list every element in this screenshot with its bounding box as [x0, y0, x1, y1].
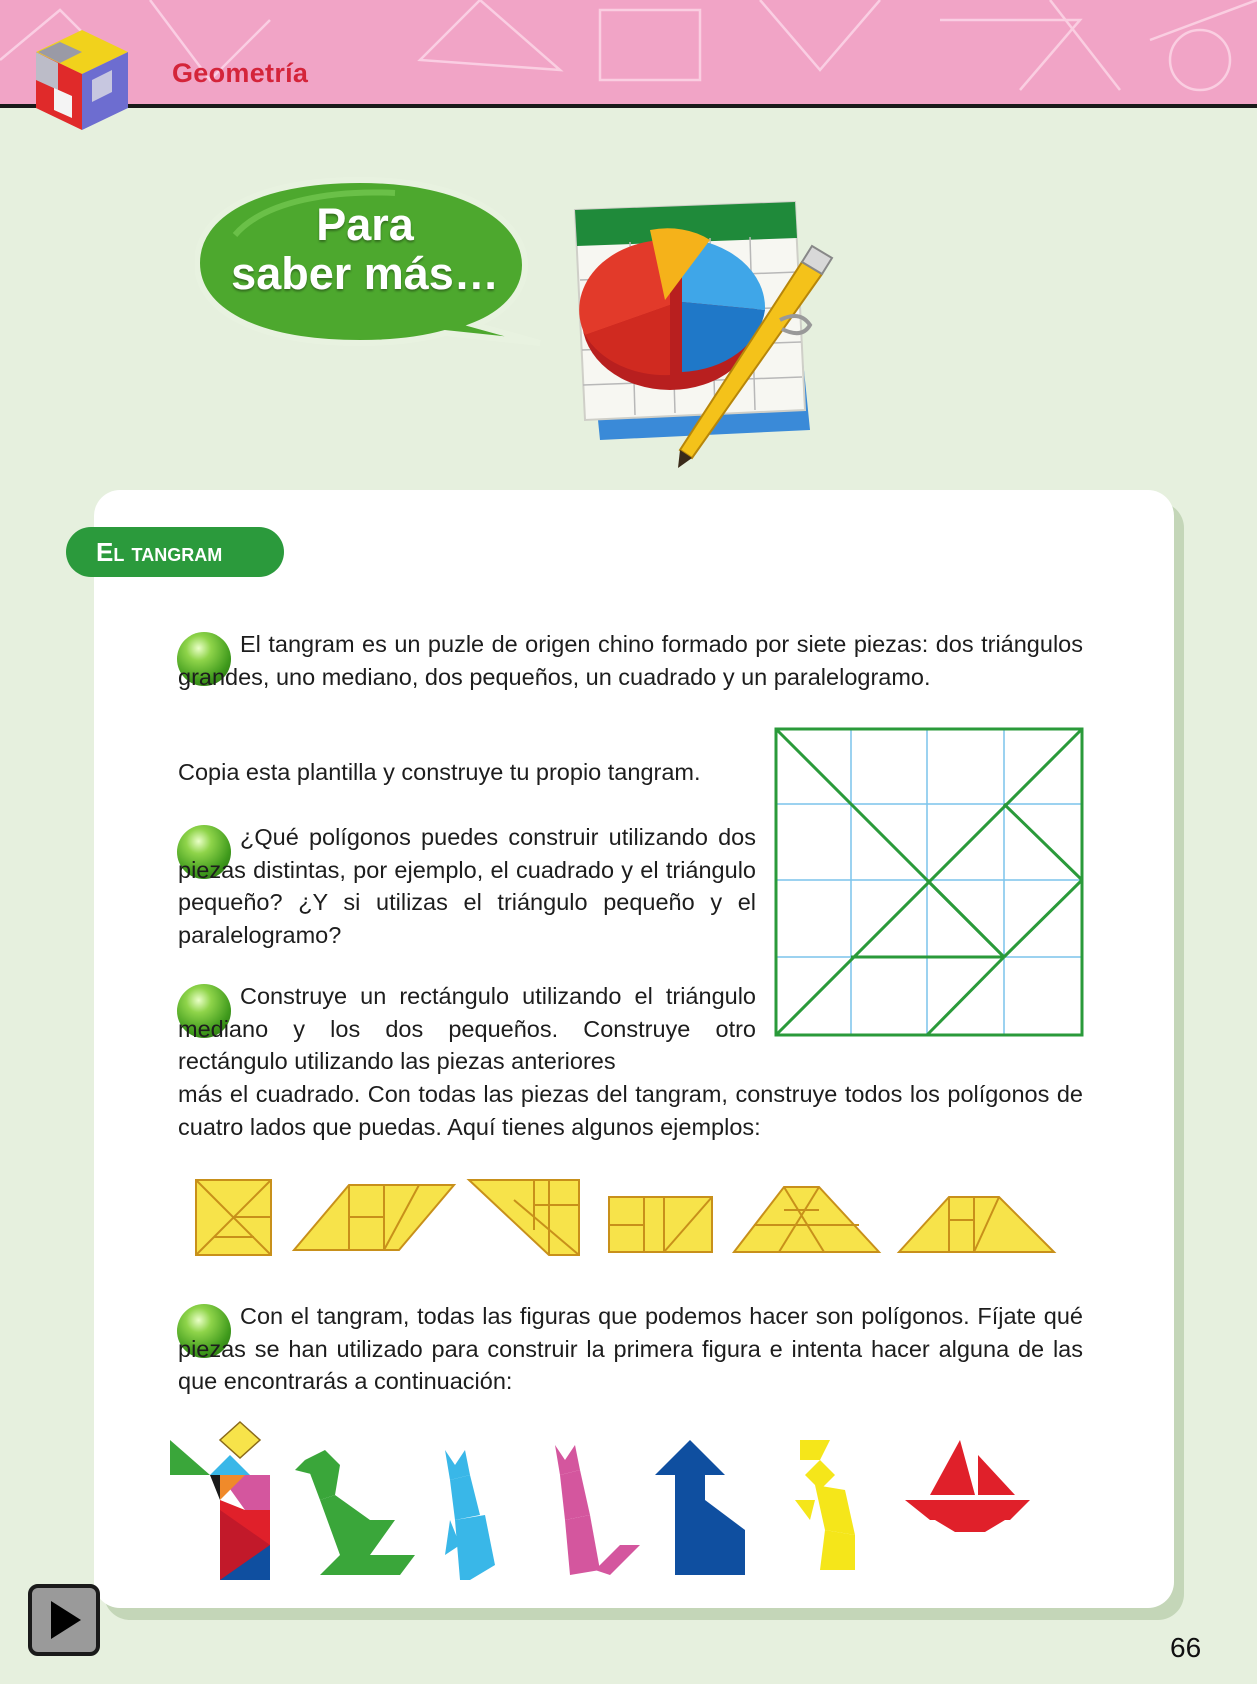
example-trapezoid-1 — [469, 1180, 579, 1255]
figure-rabbit — [795, 1440, 855, 1570]
example-rectangle — [609, 1197, 712, 1252]
tangram-figures — [170, 1420, 1090, 1590]
tangram-template — [774, 727, 1084, 1037]
play-button[interactable] — [28, 1584, 100, 1656]
example-trapezoid-2 — [734, 1187, 879, 1252]
topic-label-text: El tangram — [96, 537, 223, 567]
example-square — [196, 1180, 271, 1255]
section-title: Geometría — [172, 58, 309, 88]
bubble-line-2: saber más… — [231, 248, 499, 299]
figure-boot — [655, 1440, 745, 1575]
figure-person — [170, 1422, 270, 1580]
figure-sailboat — [905, 1440, 1030, 1532]
bubble-text — [220, 200, 510, 298]
example-parallelogram-1 — [294, 1185, 454, 1250]
quadrilateral-examples — [194, 1175, 1074, 1265]
paragraph-4a: Construye un rectángulo utilizando el triángulo mediano y los dos pequeños. Construye otro rectángulo utilizando las piezas anteriores — [178, 983, 756, 1074]
paragraph-2: Copia esta plantilla y construye tu propio tangram. — [178, 759, 701, 785]
paragraph-4b: más el cuadrado. Con todas las piezas del tangram, construye todos los polígonos de cuatro lados que puedas. Aquí tienes algunos ejemplos: — [178, 1081, 1083, 1140]
figure-cat-tail — [555, 1445, 640, 1575]
header-band — [0, 0, 1257, 108]
example-trapezoid-3 — [899, 1197, 1054, 1252]
bubble-line-1: Para — [316, 199, 414, 250]
figure-cat — [445, 1450, 495, 1580]
page-number: 66 — [1170, 1632, 1202, 1663]
cube-logo-icon — [32, 30, 132, 134]
play-icon — [51, 1601, 81, 1639]
figure-duck — [295, 1450, 415, 1575]
paragraph-5: Con el tangram, todas las figuras que podemos hacer son polígonos. Fíjate qué piezas se han utilizado para construir la primera figura e intenta hacer alguna de las que encontrarás a continuación: — [178, 1303, 1083, 1394]
topic-label — [66, 527, 284, 577]
paragraph-1: El tangram es un puzle de origen chino formado por siete piezas: dos triángulos grandes, uno mediano, dos pequeños, un cuadrado y un paralelogramo. — [178, 631, 1083, 690]
paragraph-3: ¿Qué polígonos puedes construir utilizando dos piezas distintas, por ejemplo, el cuadrado y el triángulo pequeño? ¿Y si utilizas el triángulo pequeño y el paralelogramo? — [178, 824, 756, 948]
pie-chart-pencil-icon — [570, 200, 870, 470]
